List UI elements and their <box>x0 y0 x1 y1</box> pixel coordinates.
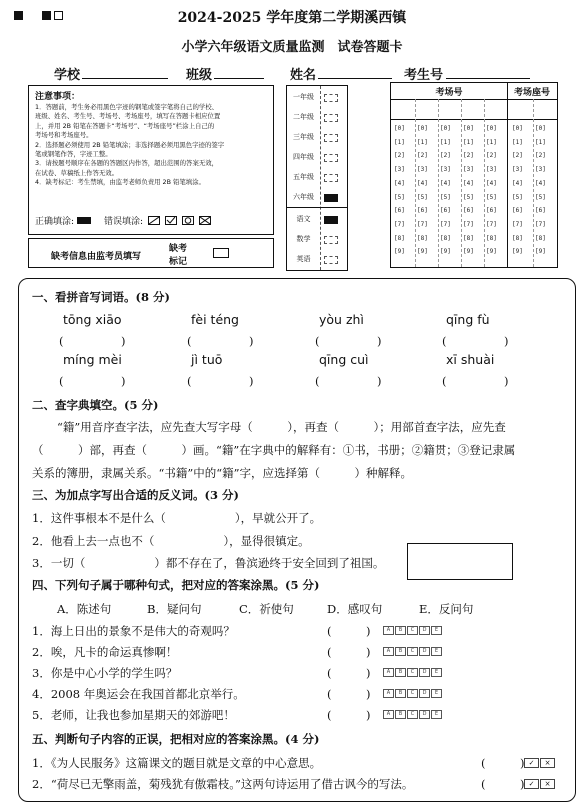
subject-bubble[interactable] <box>324 216 338 224</box>
bubble-digit: 7 <box>443 220 448 228</box>
choice-bubble[interactable]: E <box>431 668 442 677</box>
seat-bubble[interactable]: [9] <box>535 248 546 256</box>
subject-label: 数学 <box>296 235 311 243</box>
choice-bubble[interactable]: B <box>395 689 406 698</box>
room-bubble[interactable]: [0] <box>417 125 428 132</box>
student-no-field[interactable] <box>446 78 530 79</box>
pinyin-word: míng mèi <box>63 352 122 367</box>
sentence-type-option: A．陈述句 <box>57 602 112 616</box>
bubble-digit: 2 <box>420 152 425 160</box>
sentence-type-option: E．反问句 <box>419 602 474 616</box>
choice-bubble[interactable]: B <box>395 668 406 677</box>
room-bubble[interactable]: [1] <box>440 138 451 146</box>
bubble-digit: 3 <box>515 166 520 174</box>
divider <box>461 99 462 267</box>
correct-fill-sample <box>77 217 91 224</box>
choice-bubble[interactable]: E <box>431 626 442 635</box>
room-number-label: 考场号 <box>435 88 463 98</box>
bubble-digit: 0 <box>466 125 471 132</box>
room-bubble[interactable]: [9] <box>440 248 451 256</box>
seat-bubble[interactable]: [2] <box>512 152 523 160</box>
choice-bubble[interactable]: B <box>395 710 406 719</box>
answer-paren: ( ) <box>327 645 371 659</box>
bubble-digit: 1 <box>420 138 425 146</box>
bubble-digit: 6 <box>515 207 520 215</box>
bubble-digit: 9 <box>397 248 402 256</box>
choice-bubble[interactable]: D <box>419 710 430 719</box>
wrong-fill-label: 错误填涂: <box>104 217 144 227</box>
divider <box>320 86 321 270</box>
room-bubble[interactable]: [4] <box>486 179 497 187</box>
divider <box>533 99 534 267</box>
room-bubble[interactable]: [8] <box>394 234 405 242</box>
bubble-digit: 1 <box>515 138 520 146</box>
choice-bubble[interactable]: E <box>431 689 442 698</box>
antonym-line-2: 2．他看上去一点也不（ ），显得很镇定。 <box>32 534 310 548</box>
bubble-digit: 4 <box>489 179 494 187</box>
room-bubble[interactable]: [8] <box>440 234 451 242</box>
true-check-icon[interactable]: ✓ <box>524 779 539 789</box>
pinyin-word: jì tuō <box>191 352 223 367</box>
seat-bubble[interactable]: [7] <box>535 220 546 228</box>
seat-bubble[interactable]: [8] <box>535 234 546 242</box>
student-no-label: 考生号 <box>404 68 444 83</box>
bubble-digit: 8 <box>489 234 494 242</box>
false-cross-icon[interactable]: × <box>540 758 555 768</box>
pinyin-word: xī shuài <box>446 352 495 367</box>
bubble-digit: 7 <box>466 220 471 228</box>
grade-label: 一年级 <box>293 93 314 101</box>
bubble-digit: 9 <box>538 248 543 256</box>
room-bubble[interactable]: [2] <box>463 152 474 160</box>
divider <box>484 99 485 267</box>
grade-bubble[interactable] <box>324 194 338 202</box>
seat-bubble[interactable]: [7] <box>512 220 523 228</box>
subject-bubble[interactable] <box>324 256 338 264</box>
bubble-digit: 6 <box>397 207 402 215</box>
seat-bubble[interactable]: [4] <box>512 179 523 187</box>
answer-blank[interactable]: ( ) <box>59 374 126 388</box>
divider <box>438 99 439 267</box>
true-check-icon[interactable]: ✓ <box>524 758 539 768</box>
room-bubble[interactable]: [4] <box>440 179 451 187</box>
answer-blank[interactable]: ( ) <box>59 334 126 348</box>
answer-blank[interactable]: ( ) <box>442 334 509 348</box>
room-bubble[interactable]: [3] <box>417 166 428 174</box>
room-bubble[interactable]: [2] <box>417 152 428 160</box>
room-bubble[interactable]: [5] <box>394 193 405 201</box>
bubble-digit: 5 <box>515 193 520 201</box>
bubble-digit: 5 <box>397 193 402 201</box>
bubble-digit: 4 <box>443 179 448 187</box>
bubble-digit: 7 <box>397 220 402 228</box>
bubble-digit: 2 <box>443 152 448 160</box>
choice-bubble[interactable]: A <box>383 689 394 698</box>
seat-bubble[interactable]: [5] <box>535 193 546 201</box>
answer-blank[interactable]: ( ) <box>187 374 254 388</box>
room-bubble[interactable]: [2] <box>440 152 451 160</box>
bubble-digit: 4 <box>397 179 402 187</box>
bubble-digit: 1 <box>538 138 543 146</box>
seat-bubble[interactable]: [0] <box>535 125 546 132</box>
bubble-digit: 1 <box>489 138 494 146</box>
divider <box>507 83 508 267</box>
absent-mark-label-1: 缺考 <box>169 244 188 254</box>
bubble-digit: 7 <box>538 220 543 228</box>
choice-bubble[interactable]: E <box>431 647 442 656</box>
bubble-digit: 0 <box>489 125 494 132</box>
choice-bubble[interactable]: A <box>383 626 394 635</box>
name-label: 姓名 <box>290 68 317 83</box>
seat-bubble[interactable]: [3] <box>535 166 546 174</box>
correct-fill-label: 正确填涂: <box>35 217 75 227</box>
bubble-digit: 9 <box>420 248 425 256</box>
false-cross-icon[interactable]: × <box>540 779 555 789</box>
bubble-digit: 5 <box>538 193 543 201</box>
bubble-digit: 9 <box>443 248 448 256</box>
answer-paren: ( ) <box>481 756 525 770</box>
pinyin-word: qīng cuì <box>319 352 369 367</box>
pinyin-word: fèi téng <box>191 312 239 327</box>
room-bubble[interactable]: [4] <box>394 179 405 187</box>
wrong-fill-circle-icon <box>182 216 194 225</box>
bubble-digit: 3 <box>420 166 425 174</box>
section-5-heading: 五、判断句子内容的正误，把相对应的答案涂黑。(4 分) <box>32 732 320 746</box>
sentence-type-option: B．疑问句 <box>147 602 202 616</box>
subject-bubble[interactable] <box>324 236 338 244</box>
class-field[interactable] <box>214 78 264 79</box>
room-bubble[interactable]: [4] <box>417 179 428 187</box>
bubble-digit: 9 <box>515 248 520 256</box>
room-bubble[interactable]: [0] <box>463 125 474 132</box>
answer-blank[interactable]: ( ) <box>187 334 254 348</box>
choice-bubble[interactable]: A <box>383 668 394 677</box>
grade-label: 三年级 <box>293 133 314 141</box>
room-bubble[interactable]: [1] <box>486 138 497 146</box>
answer-paren: ( ) <box>327 708 371 722</box>
dictionary-line-1: “籍”用音序查字法，应先查大写字母（ ），再查（ ）；用部首查字法，应先查 <box>57 420 506 434</box>
sentence-item: 5．老师，让我也参加星期天的郊游吧！ <box>32 708 235 722</box>
bubble-digit: 2 <box>515 152 520 160</box>
bubble-digit: 3 <box>538 166 543 174</box>
sentence-type-option: C．祈使句 <box>239 602 294 616</box>
choice-bubble[interactable]: B <box>395 626 406 635</box>
sentence-type-option: D．感叹句 <box>327 602 383 616</box>
answer-paren: ( ) <box>327 687 371 701</box>
bubble-digit: 4 <box>466 179 471 187</box>
answer-blank[interactable]: ( ) <box>442 374 509 388</box>
section-2-heading: 二、查字典填空。(5 分) <box>32 398 159 412</box>
bubble-digit: 6 <box>466 207 471 215</box>
pinyin-word: qīng fù <box>446 312 490 327</box>
answer-paren: ( ) <box>481 777 525 791</box>
grade-label: 二年级 <box>293 113 314 121</box>
divider <box>287 207 347 208</box>
absent-mark-label-2: 标记 <box>169 257 188 267</box>
seat-bubble[interactable]: [9] <box>512 248 523 256</box>
room-bubble[interactable]: [5] <box>463 193 474 201</box>
answer-paren: ( ) <box>327 666 371 680</box>
room-bubble[interactable]: [5] <box>417 193 428 201</box>
grade-bubble[interactable] <box>324 174 338 182</box>
seat-bubble[interactable]: [0] <box>512 125 523 132</box>
pinyin-word: tōng xiāo <box>63 312 122 327</box>
divider <box>415 99 416 267</box>
bubble-digit: 3 <box>466 166 471 174</box>
room-bubble[interactable]: [0] <box>440 125 451 132</box>
room-bubble[interactable]: [5] <box>440 193 451 201</box>
room-bubble[interactable]: [7] <box>417 220 428 228</box>
bubble-digit: 7 <box>420 220 425 228</box>
choice-bubble[interactable]: E <box>431 710 442 719</box>
room-bubble[interactable]: [1] <box>463 138 474 146</box>
choice-bubble[interactable]: C <box>407 626 418 635</box>
bubble-digit: 1 <box>397 138 402 146</box>
room-bubble[interactable]: [3] <box>440 166 451 174</box>
wrong-fill-cross-icon <box>199 216 211 225</box>
bubble-digit: 2 <box>397 152 402 160</box>
section-4-heading: 四、下列句子属于哪种句式，把对应的答案涂黑。(5 分) <box>32 578 320 592</box>
room-bubble[interactable]: [0] <box>486 125 497 132</box>
sentence-item: 1．海上日出的景象不是伟大的奇观吗？ <box>32 624 235 638</box>
pinyin-word: yòu zhì <box>319 312 364 327</box>
choice-bubble[interactable]: C <box>407 710 418 719</box>
exam-number-box <box>390 82 558 268</box>
seat-bubble[interactable]: [2] <box>535 152 546 160</box>
sentence-item: 3．你是中心小学的学生吗？ <box>32 666 178 680</box>
notice-box <box>28 85 274 235</box>
room-bubble[interactable]: [9] <box>486 248 497 256</box>
room-bubble[interactable]: [0] <box>394 125 405 132</box>
bubble-digit: 1 <box>466 138 471 146</box>
bubble-digit: 6 <box>443 207 448 215</box>
answer-blank[interactable]: ( ) <box>315 374 382 388</box>
subject-label: 语文 <box>296 215 311 223</box>
bubble-digit: 1 <box>443 138 448 146</box>
choice-bubble[interactable]: C <box>407 689 418 698</box>
bubble-digit: 9 <box>489 248 494 256</box>
bubble-digit: 2 <box>489 152 494 160</box>
bubble-digit: 4 <box>538 179 543 187</box>
bubble-digit: 6 <box>420 207 425 215</box>
choice-bubble[interactable]: C <box>407 647 418 656</box>
school-label: 学校 <box>54 68 81 83</box>
bubble-digit: 7 <box>515 220 520 228</box>
antonym-line-1: 1．这件事根本不是什么（ ），早就公开了。 <box>32 511 322 525</box>
bubble-digit: 8 <box>538 234 543 242</box>
grade-bubble[interactable] <box>324 94 338 102</box>
seat-bubble[interactable]: [1] <box>535 138 546 146</box>
fill-example <box>35 214 211 227</box>
sentence-item: 4．2008 年奥运会在我国首都北京举行。 <box>32 687 245 701</box>
bubble-digit: 8 <box>515 234 520 242</box>
choice-bubble[interactable]: D <box>419 689 430 698</box>
bubble-digit: 2 <box>538 152 543 160</box>
choice-bubble[interactable]: D <box>419 647 430 656</box>
choice-bubble[interactable]: A <box>383 710 394 719</box>
grade-bubble[interactable] <box>324 134 338 142</box>
grade-label: 四年级 <box>293 153 314 161</box>
exam-subtitle: 小学六年级语文质量监测 试卷答题卡 <box>181 40 403 55</box>
dictionary-line-2: （ ）部，再查（ ）画。“籍”在字典中的解释有：①书，书册；②籍贯；③登记隶属 <box>32 443 516 457</box>
answer-area <box>18 278 576 802</box>
seat-bubble[interactable]: [5] <box>512 193 523 201</box>
grade-label: 五年级 <box>293 173 314 181</box>
seat-bubble[interactable]: [3] <box>512 166 523 174</box>
bubble-digit: 6 <box>489 207 494 215</box>
name-field[interactable] <box>318 78 392 79</box>
grade-bubble[interactable] <box>324 154 338 162</box>
answer-paren: ( ) <box>327 624 371 638</box>
answer-frame <box>407 543 513 580</box>
choice-bubble[interactable]: C <box>407 668 418 677</box>
choice-bubble[interactable]: B <box>395 647 406 656</box>
bubble-digit: 2 <box>466 152 471 160</box>
antonym-line-3: 3．一切（ ）都不存在了，鲁滨逊终于安全回到了祖国。 <box>32 556 385 570</box>
room-bubble[interactable]: [3] <box>486 166 497 174</box>
bubble-digit: 4 <box>515 179 520 187</box>
room-bubble[interactable]: [8] <box>463 234 474 242</box>
wrong-fill-check-icon <box>165 216 177 225</box>
seat-bubble[interactable]: [4] <box>535 179 546 187</box>
school-field[interactable] <box>82 78 168 79</box>
room-bubble[interactable]: [5] <box>486 193 497 201</box>
bubble-digit: 8 <box>466 234 471 242</box>
room-bubble[interactable]: [9] <box>394 248 405 256</box>
bubble-digit: 4 <box>420 179 425 187</box>
room-bubble[interactable]: [4] <box>463 179 474 187</box>
bubble-digit: 3 <box>397 166 402 174</box>
choice-bubble[interactable]: D <box>419 668 430 677</box>
bubble-digit: 6 <box>538 207 543 215</box>
room-bubble[interactable]: [2] <box>394 152 405 160</box>
choice-bubble[interactable]: D <box>419 626 430 635</box>
bubble-digit: 0 <box>420 125 425 132</box>
room-bubble[interactable]: [6] <box>463 207 474 215</box>
room-bubble[interactable]: [8] <box>486 234 497 242</box>
grade-bubble[interactable] <box>324 114 338 122</box>
dictionary-line-3: 关系的簿册，隶属关系。“书籍”中的“籍”字，应选择第（ ）种解释。 <box>32 466 413 480</box>
notice-text: 1．答题前，考生务必用黑色字迹的钢笔或签字笔将自己的学校、 班级、姓名、考生号、考场号、考场座号，填写在答题卡相应位置 上，并用 2B 铅笔在答题卡“考场号”、“考场座号”栏涂上自己的 考场号和考场座号。 2．选择题必须使用 2B 铅笔填涂；非选择题必须用黑色字迹的签字 笔或钢笔作答，字迹工整。 3．请按题号顺序在各题的答题区内作答，超出范围的答案无效， 在试卷、草稿纸上作答无效。 4．缺考标记：考生禁填，由监考老师负责用 2B 铅笔填涂。 <box>35 103 225 187</box>
seat-number-label: 考场座号 <box>513 88 550 98</box>
absent-label: 缺考信息由监考员填写 <box>51 252 142 262</box>
bubble-digit: 8 <box>397 234 402 242</box>
bubble-digit: 5 <box>489 193 494 201</box>
bubble-digit: 7 <box>489 220 494 228</box>
bubble-digit: 5 <box>420 193 425 201</box>
wrong-fill-slash-icon <box>148 216 160 225</box>
room-bubble[interactable]: [8] <box>417 234 428 242</box>
bubble-digit: 8 <box>420 234 425 242</box>
room-bubble[interactable]: [7] <box>394 220 405 228</box>
sentence-item: 2．唉，凡卡的命运真惨啊！ <box>32 645 178 659</box>
room-bubble[interactable]: [1] <box>394 138 405 146</box>
bubble-digit: 0 <box>443 125 448 132</box>
room-bubble[interactable]: [2] <box>486 152 497 160</box>
judgement-item: 1．《为人民服务》这篇课文的题目就是文章的中心意思。 <box>32 756 322 770</box>
absent-mark-box[interactable] <box>213 248 229 258</box>
bubble-digit: 0 <box>538 125 543 132</box>
bubble-digit: 0 <box>515 125 520 132</box>
grade-subject-box <box>286 85 348 271</box>
bubble-digit: 3 <box>489 166 494 174</box>
bubble-digit: 0 <box>397 125 402 132</box>
seat-bubble[interactable]: [1] <box>512 138 523 146</box>
answer-blank[interactable]: ( ) <box>315 334 382 348</box>
room-bubble[interactable]: [9] <box>463 248 474 256</box>
choice-bubble[interactable]: A <box>383 647 394 656</box>
notice-heading: 注意事项： <box>35 92 81 102</box>
section-1-heading: 一、看拼音写词语。(8 分) <box>32 290 170 304</box>
subject-label: 英语 <box>296 255 311 263</box>
room-bubble[interactable]: [3] <box>463 166 474 174</box>
absent-box <box>28 238 274 268</box>
seat-bubble[interactable]: [6] <box>512 207 523 215</box>
bubble-digit: 8 <box>443 234 448 242</box>
room-bubble[interactable]: [6] <box>486 207 497 215</box>
seat-bubble[interactable]: [6] <box>535 207 546 215</box>
room-bubble[interactable]: [1] <box>417 138 428 146</box>
bubble-digit: 9 <box>466 248 471 256</box>
grade-label: 六年级 <box>293 193 314 201</box>
class-label: 班级 <box>186 68 213 83</box>
room-bubble[interactable]: [6] <box>440 207 451 215</box>
section-3-heading: 三、为加点字写出合适的反义词。(3 分) <box>32 488 239 502</box>
exam-title: 2024-2025 学年度第二学期溪西镇 <box>177 10 407 26</box>
room-bubble[interactable]: [3] <box>394 166 405 174</box>
room-bubble[interactable]: [7] <box>486 220 497 228</box>
bubble-digit: 5 <box>443 193 448 201</box>
bubble-digit: 3 <box>443 166 448 174</box>
room-bubble[interactable]: [7] <box>463 220 474 228</box>
room-bubble[interactable]: [9] <box>417 248 428 256</box>
room-bubble[interactable]: [6] <box>417 207 428 215</box>
seat-bubble[interactable]: [8] <box>512 234 523 242</box>
bubble-digit: 5 <box>466 193 471 201</box>
room-bubble[interactable]: [7] <box>440 220 451 228</box>
judgement-item: 2．“荷尽已无擎雨盖，菊残犹有傲霜枝。”这两句诗运用了借古讽今的写法。 <box>32 777 414 791</box>
room-bubble[interactable]: [6] <box>394 207 405 215</box>
